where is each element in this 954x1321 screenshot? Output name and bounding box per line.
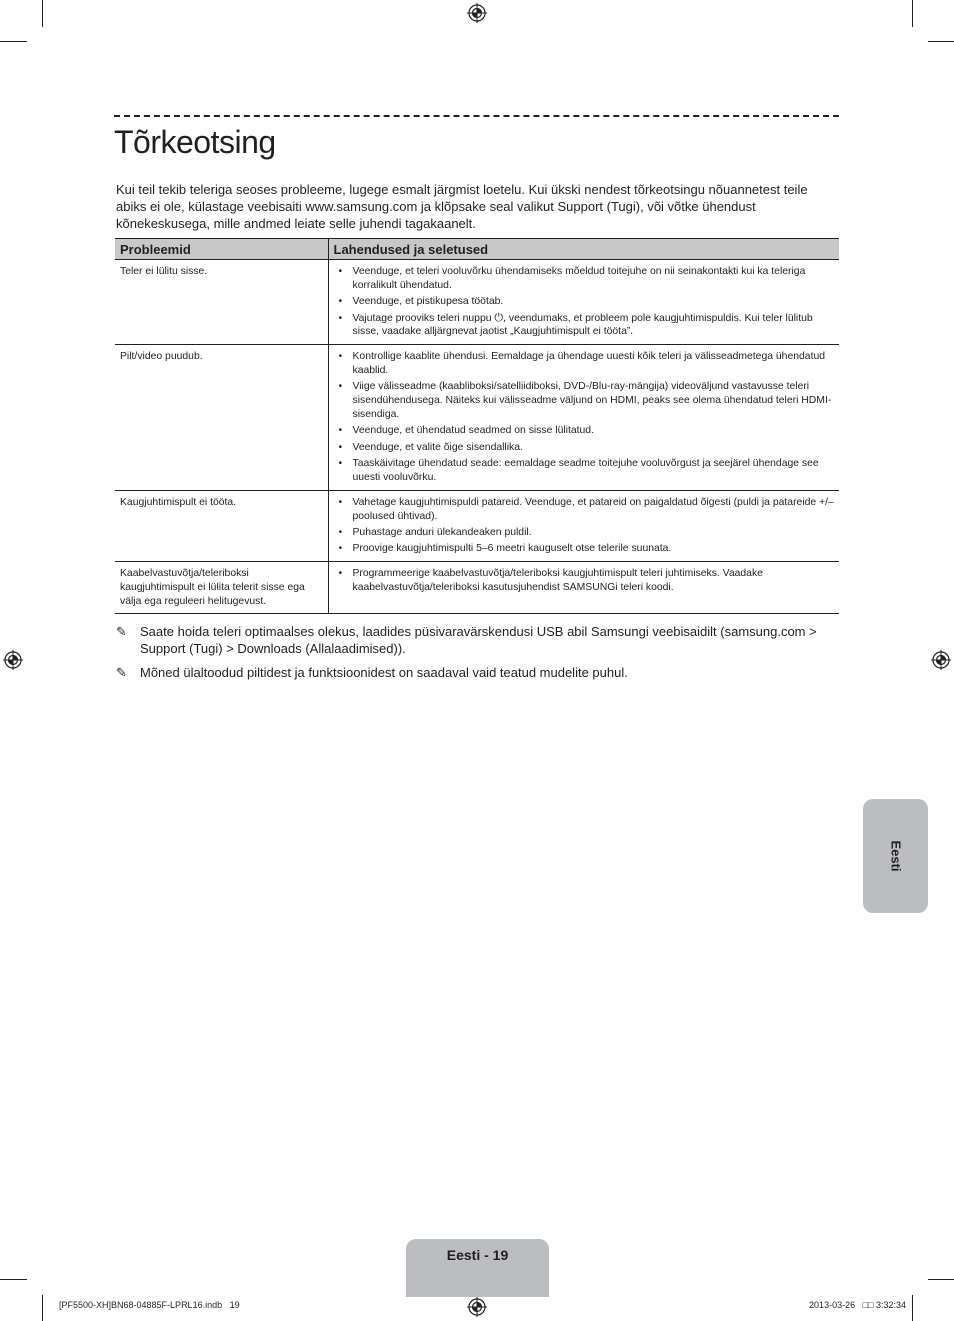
bullet: • [338,496,343,508]
title-rule [114,115,839,117]
list-item [335,380,835,421]
bullet: • [338,441,343,453]
list-item [335,567,835,595]
table-row [115,345,839,491]
bullet: • [338,351,343,363]
table-row [115,260,839,345]
bullet: • [338,296,343,308]
crop-mark [928,1279,954,1280]
solutions-cell [328,260,839,345]
solution-text: Taaskäivitage ühendatud seade: eemaldage seadme toitejuhe vooluvõrgust ja seejärel ühendage see uuesti vooluvõrku. [352,458,819,483]
list-item [335,526,835,540]
pencil-note-icon: ✎ [116,624,127,639]
solution-text-before: Vajutage prooviks teleri nuppu [352,312,495,324]
solutions-cell [328,345,839,491]
bullet: • [338,526,343,538]
solution-text: Puhastage anduri ülekandeaken puldil. [352,526,532,538]
crop-mark [912,1295,913,1321]
solution-text: Veenduge, et teleri vooluvõrku ühendamiseks mõeldud toitejuhe on nii seinakontakti kui ka teleriga korralikult ühendatud. [352,266,806,291]
header-problems: Probleemid [115,239,328,260]
pencil-note-icon: ✎ [116,665,127,680]
note-text: Mõned ülaltoodud piltidest ja funktsioonidest on saadaval vaid teatud mudelite puhul. [140,665,628,680]
print-timestamp: 2013-03-26 □□ 3:32:34 [809,1300,906,1310]
crop-mark [0,41,27,42]
registration-mark-icon [467,1297,487,1317]
table-row [115,490,839,561]
troubleshooting-table [115,238,839,614]
solution-text: Viige välisseadme (kaabliboksi/satelliidiboksi, DVD-/Blu-ray-mängija) videoväljund vastavusse teleri sisendühendusega. Näiteks kui välisseadme väljund on HDMI, peaks see olema ühendatud teleri HDMI-sisendiga. [352,381,832,420]
crop-mark [42,1295,43,1321]
page-number-label: Eesti - 19 [446,1247,509,1263]
note-text: Saate hoida teleri optimaalses olekus, laadides püsivaravärskendusi USB abil Samsungi veebisaidilt (samsung.com > Support (Tugi) > Downloads (Allalaadimised)). [140,624,817,656]
bullet: • [338,381,343,393]
intro-paragraph: Kui teil tekib teleriga seoses probleeme, lugege esmalt järgmist loetelu. Kui ükski nendest tõrkeotsingu nõuannetest teile abiks ei ole, külastage veebisaiti www.samsung.com ja klõpsake seal valikut Support (Tugi), või võtke ühendust kõnekeskusega, mille andmed leiate selle juhendi tagakaanelt. [116,182,808,231]
bullet: • [338,266,343,277]
solution-text: Kontrollige kaablite ühendusi. Eemaldage ja ühendage uuesti kõik teleri ja välisseadmetega ühendatud kaablid. [352,351,826,376]
list-item [335,295,835,309]
solution-text: Veenduge, et pistikupesa töötab. [352,296,504,308]
list-item [335,496,835,524]
registration-mark-icon [467,3,487,23]
list-item [335,457,835,485]
bullet: • [338,543,343,555]
problem-cell: Pilt/video puudub. [115,345,328,491]
note-item [116,664,836,681]
table-header-row [115,239,839,260]
note-item [116,623,836,657]
list-item [335,350,835,378]
problem-cell: Teler ei lülitu sisse. [115,260,328,345]
list-item [335,265,835,293]
solutions-cell [328,562,839,614]
page-title: Tõrkeotsing [114,124,276,160]
page-number-tab [406,1239,549,1297]
crop-mark [928,41,954,42]
list-item [335,441,835,455]
solution-text: Vahetage kaugjuhtimispuldi patareid. Veenduge, et patareid on paigaldatud õigesti (puldi ja patareide +/– poolused ühtivad). [352,496,834,522]
problem-cell: Kaugjuhtimispult ei tööta. [115,490,328,561]
crop-mark [0,1279,27,1280]
solutions-cell [328,490,839,561]
problem-cell: Kaabelvastuvõtja/teleriboksi kaugjuhtimispult ei lülita telerit sisse ega välja ega reguleeri helitugevust. [115,562,328,614]
bullet: • [338,425,343,437]
registration-mark-icon [931,650,951,670]
notes-section [116,623,836,688]
print-file-slug: [PF5500-XH]BN68-04885F-LPRL16.indb 19 [59,1300,240,1310]
list-item [335,424,835,438]
registration-mark-icon [3,650,23,670]
solution-text: Veenduge, et ühendatud seadmed on sisse lülitatud. [352,425,594,437]
crop-mark [42,0,43,27]
bullet: • [338,458,343,470]
language-side-tab [863,799,928,913]
crop-mark [912,0,913,27]
header-solutions: Lahendused ja seletused [328,239,839,260]
language-label: Eesti [888,840,903,872]
bullet: • [338,312,343,324]
table-row [115,562,839,614]
bullet: • [338,568,343,580]
list-item [335,542,835,556]
solution-text: Veenduge, et valite õige sisendallika. [352,441,523,453]
solution-text: Proovige kaugjuhtimispulti 5–6 meetri kauguselt otse telerile suunata. [352,543,672,555]
solution-text: Programmeerige kaabelvastuvõtja/teleriboksi kaugjuhtimispult teleri juhtimiseks. Vaadake kaabelvastuvõtja/teleriboksi kasutusjuhendist SAMSUNGi teleri koodi. [352,568,763,593]
power-icon: ⏻ [494,311,504,324]
solution-text-after: , veendumaks, et probleem pole kaugjuhtimispuldis. Kui teler lülitub sisse, vaadake alljärgnevat jaotist „Kaugjuhtimispult ei tööta”. [352,312,813,338]
list-item [335,312,835,340]
